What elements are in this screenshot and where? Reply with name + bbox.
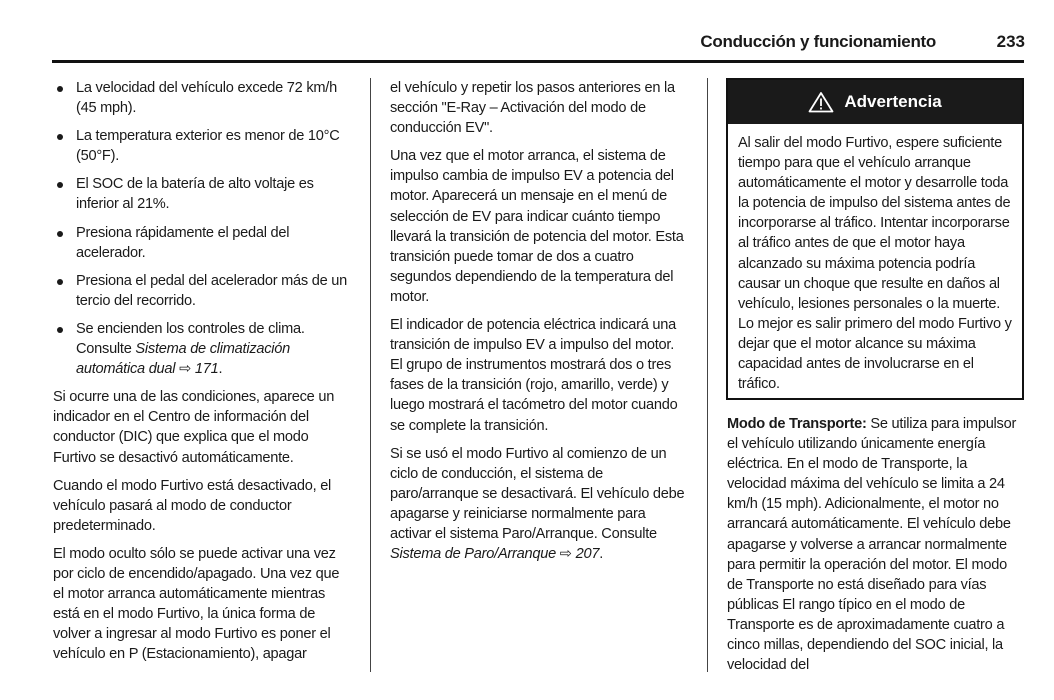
bullet-icon: [57, 279, 63, 285]
paragraph: Cuando el modo Furtivo está desactivado, el vehículo pasará al modo de conductor predeterminado.: [53, 477, 332, 534]
bullet-icon: [57, 327, 63, 333]
column-3: [727, 414, 1025, 683]
paragraph: Una vez que el motor arranca, el sistema de impulso cambia de impulso EV a potencia del motor. Aparecerá un mensaje en el menú de selección de EV para indicar cuánto tiempo llevará la transición de potencia del motor. Esta transición puede tomar de dos a cuatro segundos dependiendo de la temperatura del motor.: [390, 148, 684, 305]
page-number: 233: [996, 32, 1025, 51]
bullet-icon: [57, 134, 63, 140]
list-item: La velocidad del vehículo excede 72 km/h (45 mph).: [53, 78, 353, 118]
warning-box: [726, 78, 1024, 400]
climate-reference-link[interactable]: Sistema de climatización automática dual: [76, 341, 291, 378]
transport-mode-label: Modo de Transporte:: [727, 416, 867, 432]
list-item: Se encienden los controles de clima. Consulte Sistema de climatización automática dual ⇨ 171.: [53, 319, 353, 379]
bullet-icon: [57, 231, 63, 237]
list-item: Presiona el pedal del acelerador más de un tercio del recorrido.: [53, 271, 353, 311]
page-ref-arrow-icon: ⇨: [179, 361, 192, 378]
paragraph: El modo oculto sólo se puede activar una vez por ciclo de encendido/apagado. Una vez que el motor arranca automáticamente mientras está en el modo Furtivo, la única forma de volver a ingresar al modo Furtivo es poner el vehículo en P (Estacionamiento), apagar: [53, 545, 340, 663]
section-title: Conducción y funcionamiento: [700, 32, 936, 51]
paragraph: El indicador de potencia eléctrica indicará una transición de impulso EV a impulso del motor. El grupo de instrumentos mostrará dos o tres fases de la transición (rojo, amarillo, verde) y luego mostrará el tacómetro del motor cuando se complete la transición.: [390, 317, 678, 434]
stop-start-reference-link[interactable]: Sistema de Paro/Arranque: [390, 546, 556, 563]
header-divider: [52, 60, 1024, 63]
paragraph: Si se usó el modo Furtivo al comienzo de un ciclo de conducción, el sistema de paro/arranque se desactivará. El vehículo debe apagarse y reiniciarse normalmente para activar el sistema Paro/Arranque. Consulte Sistema de Paro/Arranque ⇨ 207.: [390, 444, 685, 565]
column-2: [390, 78, 685, 572]
list-item: La temperatura exterior es menor de 10°C (50°F).: [53, 126, 353, 166]
paragraph: Modo de Transporte: Se utiliza para impulsor el vehículo utilizando únicamente energía eléctrica. En el modo de Transporte, la velocidad máxima del vehículo se limita a 24 km/h (15 mph). Adicionalmente, el motor no arrancará automáticamente. El vehículo debe apagarse y volverse a arrancar normalmente para permitir la operación del motor. El modo de Transporte no está diseñado para vías públicas El rango típico en el modo de Transporte es de aproximadamente cuatro a cinco millas, dependiendo del SOC inicial, la velocidad del: [727, 416, 1017, 674]
stop-start-page-ref[interactable]: 207: [575, 546, 600, 563]
column-divider-2: [707, 78, 708, 672]
paragraph: el vehículo y repetir los pasos anteriores en la sección "E-Ray – Activación del modo de conducción EV".: [390, 80, 675, 137]
warning-header: [728, 80, 1022, 124]
page-ref-arrow-icon: ⇨: [559, 546, 572, 563]
warning-triangle-icon: [808, 91, 834, 113]
bullet-icon: [57, 182, 63, 188]
warning-body: Al salir del modo Furtivo, espere suficiente tiempo para que el vehículo arranque automáticamente el motor y desarrolle toda la potencia de impulso del sistema antes de incorporarse al tráfico. Intentar incorporarse al tráfico antes de que el motor haya alcanzado su máxima potencia podría causar un choque que resulte en daños al vehículo, lesiones personales o la muerte. Lo mejor es salir primero del modo Furtivo y dejar que el motor alcance su máxima capacidad antes de involucrarse en el tráfico.: [738, 135, 1012, 393]
paragraph: Si ocurre una de las condiciones, aparece un indicador en el Centro de información del conductor (DIC) que explica que el modo Furtivo se desactivó automáticamente.: [53, 389, 335, 466]
list-item: El SOC de la batería de alto voltaje es inferior al 21%.: [53, 174, 353, 214]
climate-page-ref[interactable]: 171: [194, 361, 219, 378]
column-1: [53, 78, 353, 672]
column-divider-1: [370, 78, 371, 672]
warning-title: Advertencia: [844, 92, 942, 111]
list-item: Presiona rápidamente el pedal del acelerador.: [53, 223, 353, 263]
conditions-list: [53, 78, 353, 379]
bullet-icon: [57, 86, 63, 92]
